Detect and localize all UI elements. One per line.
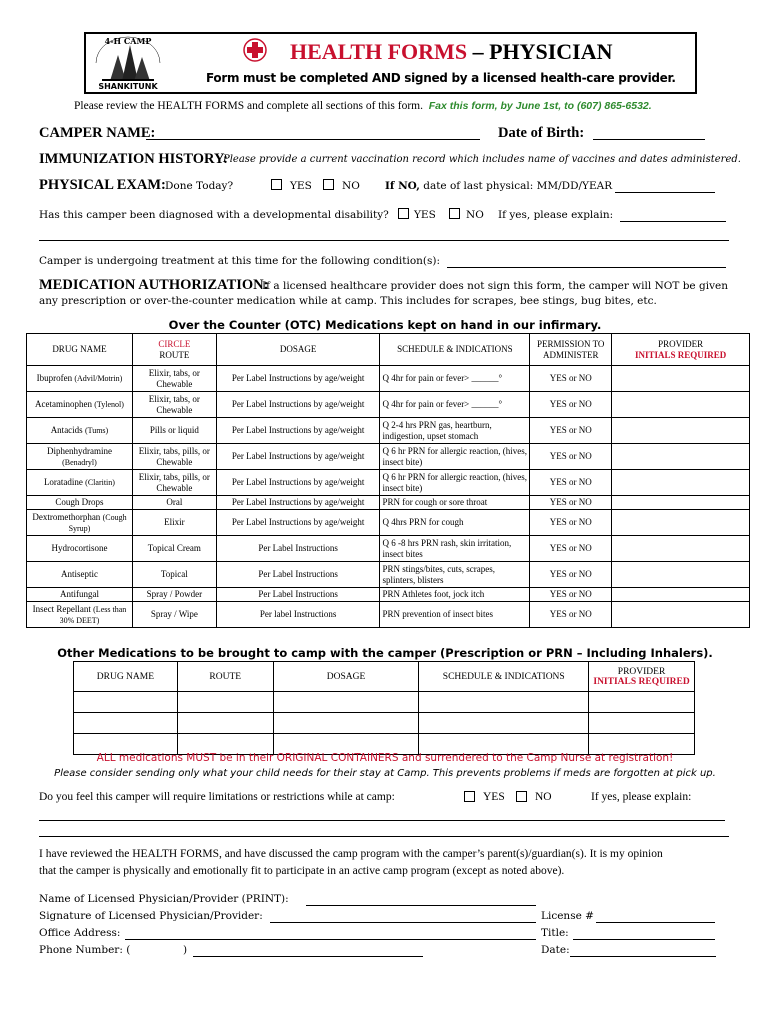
otc-drug-name: Antiseptic: [27, 562, 133, 588]
otc-row: [27, 496, 750, 510]
physician-signature-field[interactable]: [270, 911, 536, 923]
medication-authorization-text-1: If a licensed healthcare provider does not sign this form, the camper will NOT be given: [262, 280, 728, 292]
otc-dosage: Per Label Instructions by age/weight: [216, 510, 380, 536]
title-field[interactable]: [573, 928, 715, 940]
otc-permission[interactable]: YES or NO: [530, 496, 612, 510]
otc-permission[interactable]: YES or NO: [530, 470, 612, 496]
otc-provider-initials[interactable]: [612, 392, 750, 418]
otc-dosage: Per Label Instructions by age/weight: [216, 392, 380, 418]
otc-dosage: Per Label Instructions by age/weight: [216, 470, 380, 496]
otc-dosage: Per label Instructions: [216, 602, 380, 628]
otc-route[interactable]: Spray / Wipe: [132, 602, 216, 628]
otc-provider-initials[interactable]: [612, 496, 750, 510]
otc-drug-name: Dextromethorphan (Cough Syrup): [27, 510, 133, 536]
physician-statement-line-2: that the camper is physically and emotionally fit to participate in an active camp program (except as noted above).: [39, 865, 565, 877]
otc-header-drug: DRUG NAME: [27, 334, 133, 366]
otc-permission[interactable]: YES or NO: [530, 366, 612, 392]
disability-explain-field[interactable]: [620, 210, 726, 222]
otc-schedule: Q 4hrs PRN for cough: [380, 510, 530, 536]
physician-statement-line-1: I have reviewed the HEALTH FORMS, and have discussed the camp program with the camper’s parent(s)/guardian(s). It is my opinion: [39, 848, 663, 860]
otc-dosage: Per Label Instructions by age/weight: [216, 418, 380, 444]
otc-dosage: Per Label Instructions by age/weight: [216, 444, 380, 470]
limitations-no-checkbox[interactable]: [516, 791, 527, 802]
otc-route[interactable]: Oral: [132, 496, 216, 510]
otc-provider-initials[interactable]: [612, 470, 750, 496]
otc-provider-initials[interactable]: [612, 418, 750, 444]
otc-drug-name: Acetaminophen (Tylenol): [27, 392, 133, 418]
otc-dosage: Per Label Instructions: [216, 536, 380, 562]
otc-dosage: Per Label Instructions by age/weight: [216, 366, 380, 392]
otc-route[interactable]: Elixir, tabs, pills, or Chewable: [132, 470, 216, 496]
immunization-label: IMMUNIZATION HISTORY:: [39, 151, 228, 167]
other-header-schedule: SCHEDULE & INDICATIONS: [419, 662, 589, 692]
disability-no-checkbox[interactable]: [449, 208, 460, 219]
page-subtitle: Form must be completed AND signed by a licensed health-care provider.: [206, 71, 676, 85]
otc-row: [27, 562, 750, 588]
otc-schedule: Q 4hr for pain or fever> ______°: [380, 366, 530, 392]
otc-row: [27, 588, 750, 602]
camp-logo: [88, 35, 168, 91]
limitations-explain-label: If yes, please explain:: [591, 791, 692, 803]
immunization-note: Please provide a current vaccination record which includes name of vaccines and dates administered.: [223, 154, 741, 165]
otc-schedule: Q 2-4 hrs PRN gas, heartburn, indigestion, upset stomach: [380, 418, 530, 444]
otc-schedule: Q 6 hr PRN for allergic reaction, (hives, insect bite): [380, 470, 530, 496]
otc-schedule: PRN Athletes foot, jock itch: [380, 588, 530, 602]
otc-route[interactable]: Elixir, tabs, pills, or Chewable: [132, 444, 216, 470]
office-address-label: Office Address:: [39, 927, 121, 939]
otc-permission[interactable]: YES or NO: [530, 444, 612, 470]
limitations-no-label: NO: [535, 791, 552, 803]
otc-drug-name: Hydrocortisone: [27, 536, 133, 562]
other-meds-table: [73, 661, 695, 755]
otc-provider-initials[interactable]: [612, 588, 750, 602]
other-header-drug: DRUG NAME: [74, 662, 178, 692]
other-header-route: ROUTE: [177, 662, 273, 692]
treatment-field[interactable]: [447, 256, 726, 268]
done-today-question: Done Today?: [165, 180, 234, 192]
limitations-line-2[interactable]: [39, 836, 729, 837]
otc-drug-name: Antacids (Tums): [27, 418, 133, 444]
otc-row: [27, 392, 750, 418]
otc-permission[interactable]: YES or NO: [530, 536, 612, 562]
physical-no-label: NO: [342, 180, 360, 192]
phone-number-field[interactable]: [193, 945, 423, 957]
otc-permission[interactable]: YES or NO: [530, 510, 612, 536]
instructions: Please review the HEALTH FORMS and complete all sections of this form. Fax this form, by June 1st, to (607) 865-6532.: [74, 100, 652, 112]
other-med-row: [74, 713, 695, 734]
otc-table: [26, 333, 750, 628]
other-header-row: [74, 662, 695, 692]
physician-signature-label: Signature of Licensed Physician/Provider:: [39, 910, 263, 922]
physician-name-label: Name of Licensed Physician/Provider (PRINT):: [39, 893, 289, 905]
otc-schedule: Q 4hr for pain or fever> ______°: [380, 392, 530, 418]
limitations-question: Do you feel this camper will require limitations or restrictions while at camp:: [39, 791, 395, 803]
otc-header-schedule: SCHEDULE & INDICATIONS: [380, 334, 530, 366]
otc-schedule: PRN prevention of insect bites: [380, 602, 530, 628]
consider-notice: Please consider sending only what your child needs for their stay at Camp. This prevents problems if meds are forgotten at pick up.: [54, 768, 716, 779]
otc-provider-initials[interactable]: [612, 562, 750, 588]
otc-schedule: Q 6 hr PRN for allergic reaction, (hives, insect bite): [380, 444, 530, 470]
otc-header-dosage: DOSAGE: [216, 334, 380, 366]
otc-route[interactable]: Elixir, tabs, or Chewable: [132, 366, 216, 392]
otc-route[interactable]: Topical: [132, 562, 216, 588]
otc-permission[interactable]: YES or NO: [530, 392, 612, 418]
otc-permission[interactable]: YES or NO: [530, 602, 612, 628]
otc-dosage: Per Label Instructions: [216, 588, 380, 602]
license-label: License #: [541, 910, 594, 922]
otc-route[interactable]: Elixir: [132, 510, 216, 536]
original-containers-notice: ALL medications MUST be in their ORIGINAL CONTAINERS and surrendered to the Camp Nurse at registration!: [96, 752, 674, 764]
otc-row: [27, 418, 750, 444]
dob-field[interactable]: [593, 128, 705, 140]
otc-row: [27, 602, 750, 628]
otc-provider-initials[interactable]: [612, 444, 750, 470]
phone-label: Phone Number: (: [39, 944, 131, 956]
otc-dosage: Per Label Instructions: [216, 562, 380, 588]
otc-drug-name: Insect Repellant (Less than 30% DEET): [27, 602, 133, 628]
fax-instructions: Fax this form, by June 1st, to (607) 865-6532.: [428, 100, 652, 112]
otc-header-provider: PROVIDER INITIALS REQUIRED: [612, 334, 750, 366]
limitations-yes-label: YES: [483, 791, 505, 803]
logo-top-text: 4-H CAMP: [104, 36, 152, 46]
otc-route[interactable]: Elixir, tabs, or Chewable: [132, 392, 216, 418]
otc-row: [27, 536, 750, 562]
otc-route[interactable]: Topical Cream: [132, 536, 216, 562]
red-cross-icon: [243, 38, 267, 62]
physical-yes-checkbox[interactable]: [271, 179, 282, 190]
disability-question: Has this camper been diagnosed with a developmental disability?: [39, 209, 389, 221]
otc-permission[interactable]: YES or NO: [530, 588, 612, 602]
disability-yes-label: YES: [414, 209, 436, 221]
otc-row: [27, 366, 750, 392]
otc-provider-initials[interactable]: [612, 602, 750, 628]
physical-no-checkbox[interactable]: [323, 179, 334, 190]
otc-route[interactable]: Spray / Powder: [132, 588, 216, 602]
otc-drug-name: Antifungal: [27, 588, 133, 602]
last-physical-field[interactable]: [615, 181, 715, 193]
camper-name-field[interactable]: [146, 128, 480, 140]
other-header-dosage: DOSAGE: [273, 662, 419, 692]
date-label: Date:: [541, 944, 570, 956]
other-header-provider: PROVIDER INITIALS REQUIRED: [589, 662, 695, 692]
other-med-row: [74, 692, 695, 713]
otc-drug-name: Loratadine (Claritin): [27, 470, 133, 496]
license-field[interactable]: [596, 911, 715, 923]
physical-yes-label: YES: [290, 180, 312, 192]
medication-authorization-text-2: any prescription or over-the-counter medication while at camp. This includes for scrapes, bee stings, bug bites, etc.: [39, 295, 657, 307]
otc-row: [27, 510, 750, 536]
title-label: Title:: [541, 927, 569, 939]
otc-header-permission: PERMISSION TO ADMINISTER: [530, 334, 612, 366]
limitations-line-1[interactable]: [39, 820, 725, 821]
disability-no-label: NO: [466, 209, 484, 221]
otc-provider-initials[interactable]: [612, 366, 750, 392]
otc-permission[interactable]: YES or NO: [530, 418, 612, 444]
limitations-yes-checkbox[interactable]: [464, 791, 475, 802]
otc-provider-initials[interactable]: [612, 536, 750, 562]
disability-explain-label: If yes, please explain:: [498, 209, 614, 221]
physician-name-field[interactable]: [306, 894, 536, 906]
otc-provider-initials[interactable]: [612, 510, 750, 536]
logo-bottom-text: SHANKITUNK: [98, 82, 158, 91]
physical-exam-label: PHYSICAL EXAM:: [39, 177, 166, 193]
dob-label: Date of Birth:: [498, 125, 585, 141]
disability-explain-line-2[interactable]: [39, 240, 729, 241]
other-meds-heading: Other Medications to be brought to camp with the camper (Prescription or PRN – Including Inhalers).: [57, 646, 713, 660]
otc-schedule: Q 6 -8 hrs PRN rash, skin irritation, insect bites: [380, 536, 530, 562]
office-address-field[interactable]: [125, 928, 536, 940]
phone-area-code-field[interactable]: [132, 945, 178, 956]
otc-permission[interactable]: YES or NO: [530, 562, 612, 588]
camper-name-label: CAMPER NAME:: [39, 125, 156, 141]
otc-drug-name: Ibuprofen (Advil/Motrin): [27, 366, 133, 392]
phone-paren-close: ): [183, 944, 188, 956]
otc-header-route: CIRCLE ROUTE: [132, 334, 216, 366]
otc-header-row: [27, 334, 750, 366]
otc-row: [27, 470, 750, 496]
otc-schedule: PRN for cough or sore throat: [380, 496, 530, 510]
otc-route[interactable]: Pills or liquid: [132, 418, 216, 444]
otc-schedule: PRN stings/bites, cuts, scrapes, splinters, blisters: [380, 562, 530, 588]
otc-dosage: Per Label Instructions by age/weight: [216, 496, 380, 510]
date-field[interactable]: [570, 945, 716, 957]
otc-heading: Over the Counter (OTC) Medications kept on hand in our infirmary.: [168, 318, 602, 332]
otc-row: [27, 444, 750, 470]
otc-drug-name: Cough Drops: [27, 496, 133, 510]
page-title: HEALTH FORMS – PHYSICIAN: [290, 39, 613, 64]
treatment-label: Camper is undergoing treatment at this time for the following condition(s):: [39, 255, 441, 267]
disability-yes-checkbox[interactable]: [398, 208, 409, 219]
otc-drug-name: Diphenhydramine (Benadryl): [27, 444, 133, 470]
last-physical-label: If NO, date of last physical: MM/DD/YEAR: [385, 180, 613, 192]
medication-authorization-label: MEDICATION AUTHORIZATION:: [39, 277, 269, 293]
